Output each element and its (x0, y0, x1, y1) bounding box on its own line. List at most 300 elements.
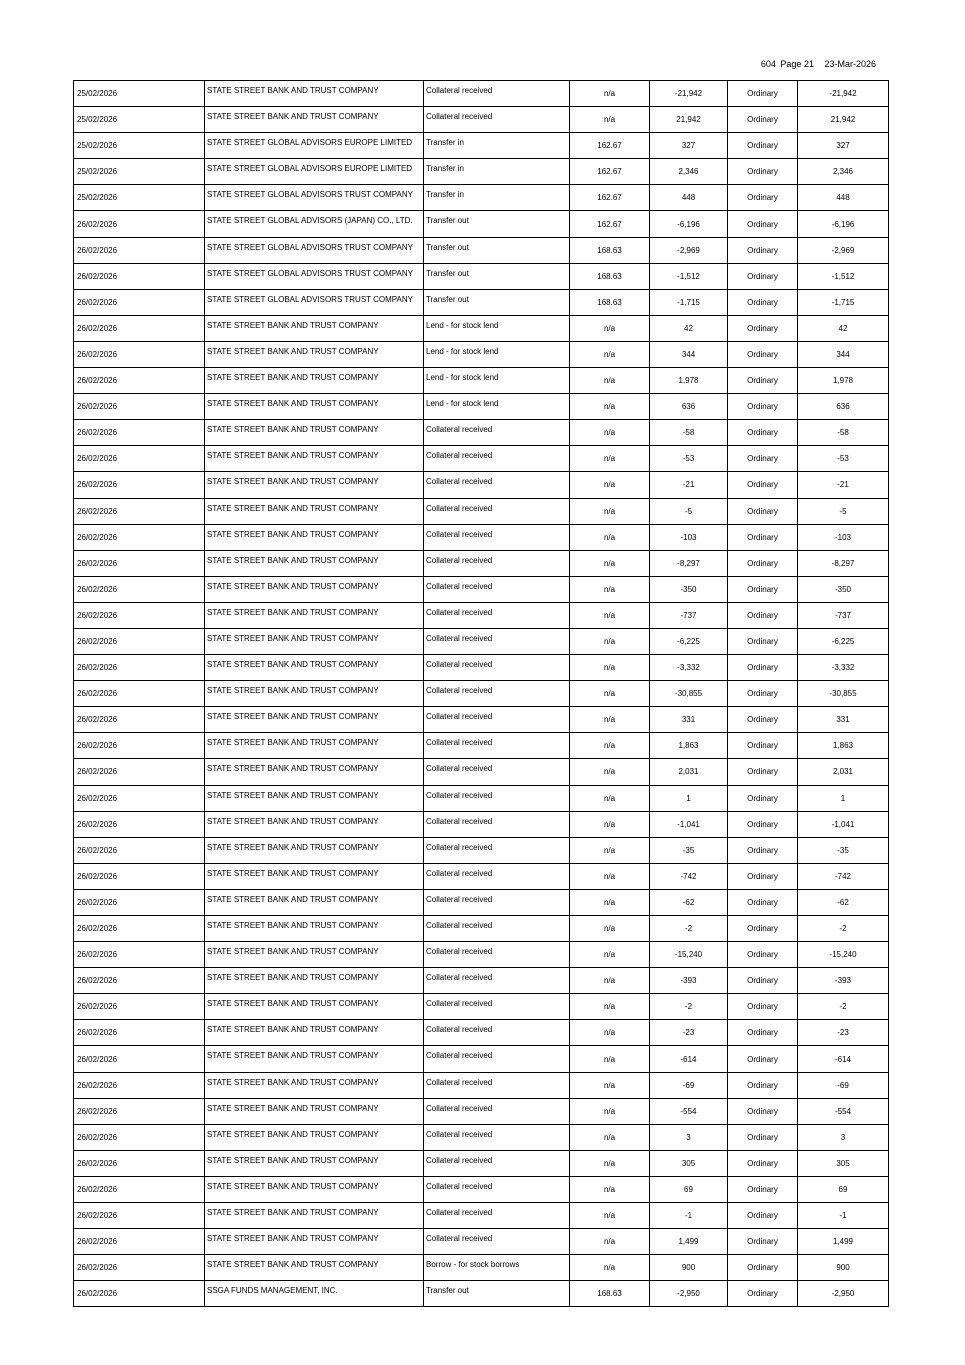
entity-cell: STATE STREET BANK AND TRUST COMPANY (205, 733, 424, 759)
price-cell: n/a (570, 628, 650, 654)
date-cell: 25/02/2026 (74, 185, 205, 211)
class-cell: Ordinary (728, 1020, 798, 1046)
votes-cell: -1,041 (798, 811, 889, 837)
transaction-type-cell: Collateral received (424, 759, 570, 785)
class-cell: Ordinary (728, 707, 798, 733)
table-row (74, 368, 889, 394)
entity-cell: STATE STREET BANK AND TRUST COMPANY (205, 942, 424, 968)
quantity-cell: 305 (650, 1150, 728, 1176)
transaction-type-cell: Collateral received (424, 785, 570, 811)
entity-cell: STATE STREET BANK AND TRUST COMPANY (205, 811, 424, 837)
votes-cell: -2,969 (798, 237, 889, 263)
class-cell: Ordinary (728, 1046, 798, 1072)
entity-cell: STATE STREET BANK AND TRUST COMPANY (205, 1072, 424, 1098)
transaction-type-cell: Collateral received (424, 733, 570, 759)
price-cell: n/a (570, 759, 650, 785)
date-cell: 25/02/2026 (74, 133, 205, 159)
page-header (759, 59, 876, 69)
transaction-type-cell: Collateral received (424, 550, 570, 576)
entity-cell: STATE STREET BANK AND TRUST COMPANY (205, 341, 424, 367)
entity-cell: STATE STREET BANK AND TRUST COMPANY (205, 1203, 424, 1229)
transaction-type-cell: Collateral received (424, 498, 570, 524)
date-cell: 26/02/2026 (74, 942, 205, 968)
votes-cell: -614 (798, 1046, 889, 1072)
class-cell: Ordinary (728, 576, 798, 602)
date-cell: 26/02/2026 (74, 602, 205, 628)
transaction-type-cell: Collateral received (424, 655, 570, 681)
entity-cell: STATE STREET BANK AND TRUST COMPANY (205, 1176, 424, 1202)
transaction-type-cell: Collateral received (424, 81, 570, 107)
class-cell: Ordinary (728, 1255, 798, 1281)
price-cell: n/a (570, 394, 650, 420)
class-cell: Ordinary (728, 133, 798, 159)
entity-cell: STATE STREET GLOBAL ADVISORS TRUST COMPANY (205, 237, 424, 263)
class-cell: Ordinary (728, 1229, 798, 1255)
transaction-type-cell: Lend - for stock lend (424, 315, 570, 341)
class-cell: Ordinary (728, 628, 798, 654)
votes-cell: -35 (798, 837, 889, 863)
class-cell: Ordinary (728, 211, 798, 237)
table-row (74, 837, 889, 863)
votes-cell: 1,499 (798, 1229, 889, 1255)
document-number: 604 (760, 59, 776, 69)
votes-cell: 69 (798, 1176, 889, 1202)
table-row (74, 1255, 889, 1281)
class-cell: Ordinary (728, 1150, 798, 1176)
price-cell: 162.67 (570, 159, 650, 185)
transaction-type-cell: Collateral received (424, 1176, 570, 1202)
table-row (74, 211, 889, 237)
entity-cell: STATE STREET BANK AND TRUST COMPANY (205, 628, 424, 654)
quantity-cell: -2,950 (650, 1281, 728, 1307)
class-cell: Ordinary (728, 420, 798, 446)
quantity-cell: 331 (650, 707, 728, 733)
votes-cell: 900 (798, 1255, 889, 1281)
votes-cell: -8,297 (798, 550, 889, 576)
transaction-type-cell: Collateral received (424, 576, 570, 602)
table-row (74, 446, 889, 472)
class-cell: Ordinary (728, 811, 798, 837)
price-cell: n/a (570, 916, 650, 942)
price-cell: 162.67 (570, 133, 650, 159)
quantity-cell: 1,863 (650, 733, 728, 759)
quantity-cell: -1,041 (650, 811, 728, 837)
entity-cell: STATE STREET BANK AND TRUST COMPANY (205, 759, 424, 785)
transaction-type-cell: Collateral received (424, 1020, 570, 1046)
transaction-type-cell: Collateral received (424, 1203, 570, 1229)
transaction-type-cell: Lend - for stock lend (424, 341, 570, 367)
table-row (74, 1150, 889, 1176)
date-cell: 26/02/2026 (74, 968, 205, 994)
votes-cell: 1,863 (798, 733, 889, 759)
date-cell: 26/02/2026 (74, 315, 205, 341)
transaction-type-cell: Lend - for stock lend (424, 368, 570, 394)
class-cell: Ordinary (728, 185, 798, 211)
transaction-type-cell: Transfer out (424, 263, 570, 289)
quantity-cell: -58 (650, 420, 728, 446)
quantity-cell: 900 (650, 1255, 728, 1281)
table-row (74, 550, 889, 576)
votes-cell: -23 (798, 1020, 889, 1046)
class-cell: Ordinary (728, 498, 798, 524)
table-row (74, 1046, 889, 1072)
price-cell: n/a (570, 81, 650, 107)
class-cell: Ordinary (728, 916, 798, 942)
class-cell: Ordinary (728, 81, 798, 107)
table-row (74, 498, 889, 524)
votes-cell: -58 (798, 420, 889, 446)
class-cell: Ordinary (728, 472, 798, 498)
date-cell: 26/02/2026 (74, 394, 205, 420)
votes-cell: 327 (798, 133, 889, 159)
entity-cell: STATE STREET BANK AND TRUST COMPANY (205, 1020, 424, 1046)
table-row (74, 1281, 889, 1307)
table-row (74, 81, 889, 107)
quantity-cell: -8,297 (650, 550, 728, 576)
votes-cell: -21 (798, 472, 889, 498)
date-cell: 25/02/2026 (74, 159, 205, 185)
quantity-cell: -1,715 (650, 289, 728, 315)
entity-cell: STATE STREET GLOBAL ADVISORS TRUST COMPANY (205, 289, 424, 315)
table-body (74, 81, 889, 1307)
class-cell: Ordinary (728, 1098, 798, 1124)
date-cell: 26/02/2026 (74, 446, 205, 472)
class-cell: Ordinary (728, 681, 798, 707)
quantity-cell: -2,969 (650, 237, 728, 263)
quantity-cell: -737 (650, 602, 728, 628)
table-row (74, 863, 889, 889)
quantity-cell: -1,512 (650, 263, 728, 289)
entity-cell: STATE STREET BANK AND TRUST COMPANY (205, 1255, 424, 1281)
table-row (74, 263, 889, 289)
date-cell: 26/02/2026 (74, 1046, 205, 1072)
table-row (74, 185, 889, 211)
date-cell: 26/02/2026 (74, 1203, 205, 1229)
quantity-cell: 3 (650, 1124, 728, 1150)
entity-cell: STATE STREET BANK AND TRUST COMPANY (205, 524, 424, 550)
date-cell: 26/02/2026 (74, 1255, 205, 1281)
class-cell: Ordinary (728, 968, 798, 994)
entity-cell: STATE STREET BANK AND TRUST COMPANY (205, 681, 424, 707)
quantity-cell: -35 (650, 837, 728, 863)
votes-cell: -103 (798, 524, 889, 550)
entity-cell: STATE STREET BANK AND TRUST COMPANY (205, 576, 424, 602)
date-cell: 26/02/2026 (74, 341, 205, 367)
votes-cell: -554 (798, 1098, 889, 1124)
quantity-cell: 21,942 (650, 107, 728, 133)
transaction-type-cell: Transfer out (424, 237, 570, 263)
votes-cell: -1,512 (798, 263, 889, 289)
price-cell: n/a (570, 524, 650, 550)
entity-cell: STATE STREET BANK AND TRUST COMPANY (205, 916, 424, 942)
entity-cell: STATE STREET BANK AND TRUST COMPANY (205, 81, 424, 107)
price-cell: 168.63 (570, 289, 650, 315)
date-cell: 26/02/2026 (74, 1150, 205, 1176)
date-cell: 26/02/2026 (74, 524, 205, 550)
entity-cell: STATE STREET BANK AND TRUST COMPANY (205, 785, 424, 811)
votes-cell: 636 (798, 394, 889, 420)
price-cell: n/a (570, 811, 650, 837)
price-cell: n/a (570, 837, 650, 863)
transaction-type-cell: Collateral received (424, 524, 570, 550)
votes-cell: 305 (798, 1150, 889, 1176)
votes-cell: -737 (798, 602, 889, 628)
entity-cell: STATE STREET BANK AND TRUST COMPANY (205, 394, 424, 420)
quantity-cell: -742 (650, 863, 728, 889)
class-cell: Ordinary (728, 1203, 798, 1229)
table-row (74, 628, 889, 654)
table-row (74, 994, 889, 1020)
votes-cell: 331 (798, 707, 889, 733)
transaction-type-cell: Collateral received (424, 811, 570, 837)
transaction-type-cell: Collateral received (424, 107, 570, 133)
entity-cell: STATE STREET BANK AND TRUST COMPANY (205, 602, 424, 628)
date-cell: 26/02/2026 (74, 733, 205, 759)
price-cell: n/a (570, 602, 650, 628)
price-cell: n/a (570, 1176, 650, 1202)
quantity-cell: -2 (650, 916, 728, 942)
quantity-cell: 2,031 (650, 759, 728, 785)
class-cell: Ordinary (728, 315, 798, 341)
price-cell: n/a (570, 1072, 650, 1098)
transaction-type-cell: Transfer out (424, 211, 570, 237)
quantity-cell: -69 (650, 1072, 728, 1098)
quantity-cell: 636 (650, 394, 728, 420)
votes-cell: 42 (798, 315, 889, 341)
transaction-type-cell: Collateral received (424, 446, 570, 472)
date-cell: 26/02/2026 (74, 211, 205, 237)
transaction-type-cell: Collateral received (424, 472, 570, 498)
votes-cell: 344 (798, 341, 889, 367)
table-row (74, 707, 889, 733)
date-cell: 26/02/2026 (74, 1020, 205, 1046)
date-cell: 26/02/2026 (74, 681, 205, 707)
class-cell: Ordinary (728, 837, 798, 863)
votes-cell: -15,240 (798, 942, 889, 968)
table-row (74, 107, 889, 133)
entity-cell: STATE STREET BANK AND TRUST COMPANY (205, 655, 424, 681)
price-cell: n/a (570, 1203, 650, 1229)
table-row (74, 785, 889, 811)
quantity-cell: 344 (650, 341, 728, 367)
transaction-type-cell: Collateral received (424, 863, 570, 889)
table-row (74, 420, 889, 446)
class-cell: Ordinary (728, 289, 798, 315)
table-row (74, 942, 889, 968)
transaction-type-cell: Borrow - for stock borrows (424, 1255, 570, 1281)
votes-cell: -6,225 (798, 628, 889, 654)
table-row (74, 602, 889, 628)
price-cell: n/a (570, 498, 650, 524)
date-cell: 26/02/2026 (74, 1229, 205, 1255)
table-row (74, 1203, 889, 1229)
votes-cell: -6,196 (798, 211, 889, 237)
class-cell: Ordinary (728, 524, 798, 550)
date-cell: 26/02/2026 (74, 420, 205, 446)
table-row (74, 1124, 889, 1150)
entity-cell: STATE STREET BANK AND TRUST COMPANY (205, 420, 424, 446)
entity-cell: STATE STREET GLOBAL ADVISORS TRUST COMPANY (205, 263, 424, 289)
class-cell: Ordinary (728, 733, 798, 759)
price-cell: n/a (570, 420, 650, 446)
table-row (74, 681, 889, 707)
votes-cell: -3,332 (798, 655, 889, 681)
transaction-type-cell: Collateral received (424, 889, 570, 915)
votes-cell: 2,031 (798, 759, 889, 785)
table-row (74, 524, 889, 550)
date-cell: 26/02/2026 (74, 1176, 205, 1202)
table-row (74, 576, 889, 602)
class-cell: Ordinary (728, 759, 798, 785)
price-cell: n/a (570, 863, 650, 889)
transaction-type-cell: Collateral received (424, 968, 570, 994)
price-cell: n/a (570, 446, 650, 472)
quantity-cell: 1 (650, 785, 728, 811)
class-cell: Ordinary (728, 1281, 798, 1307)
votes-cell: -393 (798, 968, 889, 994)
price-cell: 168.63 (570, 1281, 650, 1307)
date-cell: 26/02/2026 (74, 1098, 205, 1124)
votes-cell: 448 (798, 185, 889, 211)
date-cell: 26/02/2026 (74, 289, 205, 315)
price-cell: n/a (570, 707, 650, 733)
class-cell: Ordinary (728, 368, 798, 394)
quantity-cell: -62 (650, 889, 728, 915)
price-cell: n/a (570, 733, 650, 759)
date-cell: 26/02/2026 (74, 759, 205, 785)
class-cell: Ordinary (728, 602, 798, 628)
table-row (74, 237, 889, 263)
entity-cell: STATE STREET BANK AND TRUST COMPANY (205, 498, 424, 524)
entity-cell: STATE STREET BANK AND TRUST COMPANY (205, 863, 424, 889)
transaction-type-cell: Collateral received (424, 1098, 570, 1124)
price-cell: n/a (570, 341, 650, 367)
price-cell: n/a (570, 1255, 650, 1281)
transaction-type-cell: Collateral received (424, 1072, 570, 1098)
price-cell: 162.67 (570, 185, 650, 211)
table-row (74, 341, 889, 367)
quantity-cell: -393 (650, 968, 728, 994)
entity-cell: STATE STREET BANK AND TRUST COMPANY (205, 1098, 424, 1124)
price-cell: 168.63 (570, 263, 650, 289)
transaction-type-cell: Collateral received (424, 602, 570, 628)
date-cell: 26/02/2026 (74, 889, 205, 915)
transaction-type-cell: Collateral received (424, 994, 570, 1020)
class-cell: Ordinary (728, 341, 798, 367)
class-cell: Ordinary (728, 263, 798, 289)
quantity-cell: -21,942 (650, 81, 728, 107)
table-row (74, 315, 889, 341)
quantity-cell: -614 (650, 1046, 728, 1072)
quantity-cell: -15,240 (650, 942, 728, 968)
date-cell: 26/02/2026 (74, 472, 205, 498)
entity-cell: STATE STREET BANK AND TRUST COMPANY (205, 1124, 424, 1150)
date-cell: 26/02/2026 (74, 237, 205, 263)
votes-cell: -1 (798, 1203, 889, 1229)
price-cell: n/a (570, 107, 650, 133)
class-cell: Ordinary (728, 237, 798, 263)
votes-cell: -2 (798, 994, 889, 1020)
transaction-type-cell: Lend - for stock lend (424, 394, 570, 420)
date-cell: 26/02/2026 (74, 550, 205, 576)
entity-cell: STATE STREET BANK AND TRUST COMPANY (205, 315, 424, 341)
votes-cell: -1,715 (798, 289, 889, 315)
entity-cell: STATE STREET BANK AND TRUST COMPANY (205, 889, 424, 915)
entity-cell: STATE STREET BANK AND TRUST COMPANY (205, 472, 424, 498)
table-row (74, 394, 889, 420)
quantity-cell: -350 (650, 576, 728, 602)
entity-cell: STATE STREET BANK AND TRUST COMPANY (205, 107, 424, 133)
price-cell: n/a (570, 472, 650, 498)
price-cell: n/a (570, 968, 650, 994)
quantity-cell: -3,332 (650, 655, 728, 681)
class-cell: Ordinary (728, 655, 798, 681)
votes-cell: -2,950 (798, 1281, 889, 1307)
quantity-cell: -6,196 (650, 211, 728, 237)
quantity-cell: -554 (650, 1098, 728, 1124)
class-cell: Ordinary (728, 942, 798, 968)
table-row (74, 289, 889, 315)
quantity-cell: -21 (650, 472, 728, 498)
entity-cell: STATE STREET BANK AND TRUST COMPANY (205, 446, 424, 472)
class-cell: Ordinary (728, 785, 798, 811)
class-cell: Ordinary (728, 889, 798, 915)
date-cell: 26/02/2026 (74, 628, 205, 654)
date-cell: 26/02/2026 (74, 1072, 205, 1098)
price-cell: n/a (570, 681, 650, 707)
class-cell: Ordinary (728, 1124, 798, 1150)
table-row (74, 916, 889, 942)
price-cell: n/a (570, 1046, 650, 1072)
date-cell: 26/02/2026 (74, 916, 205, 942)
transaction-type-cell: Transfer in (424, 185, 570, 211)
transaction-type-cell: Transfer in (424, 159, 570, 185)
votes-cell: -742 (798, 863, 889, 889)
price-cell: n/a (570, 1229, 650, 1255)
entity-cell: STATE STREET GLOBAL ADVISORS EUROPE LIMITED (205, 159, 424, 185)
quantity-cell: 327 (650, 133, 728, 159)
date-cell: 25/02/2026 (74, 107, 205, 133)
votes-cell: 21,942 (798, 107, 889, 133)
quantity-cell: -5 (650, 498, 728, 524)
date-cell: 26/02/2026 (74, 263, 205, 289)
class-cell: Ordinary (728, 863, 798, 889)
transaction-type-cell: Collateral received (424, 681, 570, 707)
quantity-cell: -23 (650, 1020, 728, 1046)
table-row (74, 733, 889, 759)
price-cell: n/a (570, 368, 650, 394)
table-row (74, 133, 889, 159)
table-row (74, 1098, 889, 1124)
entity-cell: STATE STREET BANK AND TRUST COMPANY (205, 550, 424, 576)
class-cell: Ordinary (728, 1072, 798, 1098)
quantity-cell: -30,855 (650, 681, 728, 707)
class-cell: Ordinary (728, 446, 798, 472)
table-row (74, 1020, 889, 1046)
date-cell: 26/02/2026 (74, 498, 205, 524)
transaction-type-cell: Collateral received (424, 837, 570, 863)
transaction-type-cell: Transfer in (424, 133, 570, 159)
class-cell: Ordinary (728, 107, 798, 133)
entity-cell: STATE STREET BANK AND TRUST COMPANY (205, 1150, 424, 1176)
votes-cell: -62 (798, 889, 889, 915)
entity-cell: STATE STREET BANK AND TRUST COMPANY (205, 1046, 424, 1072)
price-cell: n/a (570, 315, 650, 341)
price-cell: n/a (570, 550, 650, 576)
quantity-cell: -103 (650, 524, 728, 550)
date-cell: 26/02/2026 (74, 785, 205, 811)
date-cell: 26/02/2026 (74, 837, 205, 863)
